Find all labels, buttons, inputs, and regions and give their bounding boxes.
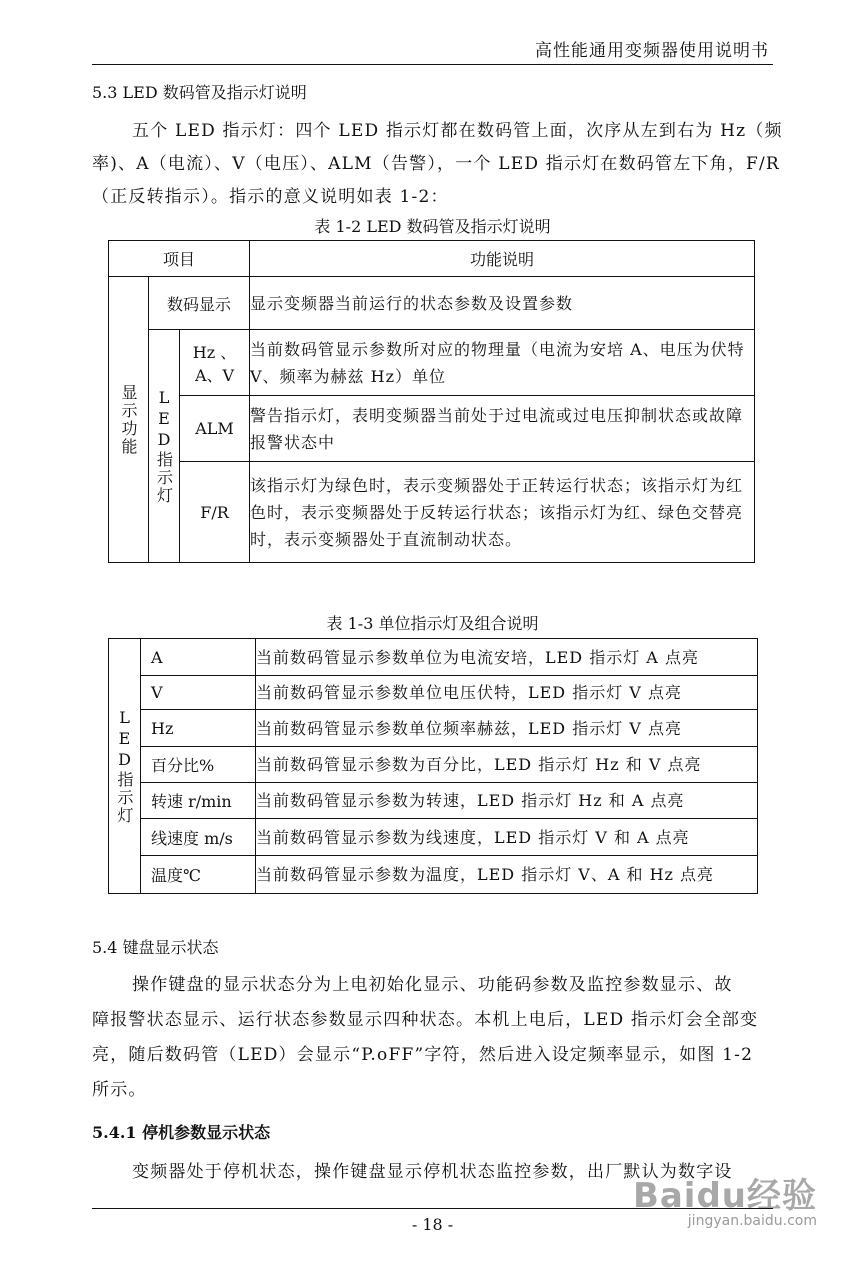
table-head-function: 功能说明 — [250, 241, 755, 277]
table-1-3 — [108, 638, 758, 894]
row-desc: 当前数码管显示参数单位电压伏特，LED 指示灯 V 点亮 — [256, 676, 758, 710]
row-label: F/R — [180, 462, 250, 563]
section-5-4-heading: 5.4 键盘显示状态 — [92, 938, 219, 957]
group-led-label: LED指示灯 — [154, 387, 174, 505]
paragraph-line: 亮，随后数码管（LED）会显示“P.oFF”字符，然后进入设定频率显示，如图 1-2 — [92, 1045, 754, 1065]
row-desc: 当前数码管显示参数为温度，LED 指示灯 V、A 和 Hz 点亮 — [256, 856, 758, 894]
row-label: V — [141, 676, 256, 710]
header-title: 高性能通用变频器使用说明书 — [535, 41, 769, 61]
group-led-label: LED指示灯 — [115, 707, 134, 825]
row-label: 线速度 m/s — [141, 819, 256, 856]
paragraph-line: 率)、A（电流）、V（电压）、ALM（告警），一个 LED 指示灯在数码管左下角，F/R — [92, 154, 780, 174]
row-label: 百分比% — [141, 747, 256, 783]
row-label: ALM — [180, 396, 250, 462]
row-label: 温度℃ — [141, 856, 256, 894]
watermark-url: jingyan.baidu.com — [687, 1213, 817, 1229]
footer-rule — [92, 1208, 773, 1209]
row-label: Hz 、A、V — [180, 330, 250, 396]
paragraph-line: 障报警状态显示、运行状态参数显示四种状态。本机上电后，LED 指示灯会全部变 — [92, 1010, 759, 1030]
paragraph-line: （正反转指示）。指示的意义说明如表 1-2： — [92, 187, 449, 207]
paragraph-line: 操作键盘的显示状态分为上电初始化显示、功能码参数及监控参数显示、故 — [132, 975, 733, 995]
row-desc: 警告指示灯，表明变频器当前处于过电流或过电压抑制状态或故障报警状态中 — [250, 396, 755, 462]
section-5-4-1-heading: 5.4.1 停机参数显示状态 — [92, 1123, 271, 1142]
row-desc: 当前数码管显示参数为转速，LED 指示灯 Hz 和 A 点亮 — [256, 783, 758, 819]
header-rule — [92, 64, 773, 65]
row-label: Hz — [141, 710, 256, 747]
paragraph-line: 所示。 — [92, 1080, 147, 1100]
watermark-logo: Baidu经验 — [632, 1176, 817, 1216]
group-display-function — [109, 277, 149, 563]
row-desc: 当前数码管显示参数为线速度，LED 指示灯 V 和 A 点亮 — [256, 819, 758, 856]
paragraph-line: 变频器处于停机状态，操作键盘显示停机状态监控参数，出厂默认为数字设 — [132, 1162, 733, 1182]
row-label: 转速 r/min — [141, 783, 256, 819]
row-desc: 显示变频器当前运行的状态参数及设置参数 — [250, 277, 755, 330]
page-number: - 18 - — [411, 1215, 454, 1234]
paragraph-line: 五个 LED 指示灯：四个 LED 指示灯都在数码管上面，次序从左到右为 Hz（频 — [132, 121, 783, 141]
table-1-2-caption: 表 1-2 LED 数码管及指示灯说明 — [314, 217, 551, 236]
row-label: A — [141, 639, 256, 676]
row-desc: 该指示灯为绿色时，表示变频器处于正转运行状态；该指示灯为红色时，表示变频器处于反转运行状态；该指示灯为红、绿色交替亮时，表示变频器处于直流制动状态。 — [250, 462, 755, 563]
table-head-item: 项目 — [109, 241, 250, 277]
row-label: 数码显示 — [149, 277, 250, 330]
row-desc: 当前数码管显示参数单位频率赫兹，LED 指示灯 V 点亮 — [256, 710, 758, 747]
row-desc: 当前数码管显示参数为百分比，LED 指示灯 Hz 和 V 点亮 — [256, 747, 758, 783]
table-1-3-caption: 表 1-3 单位指示灯及组合说明 — [326, 614, 539, 633]
row-desc: 当前数码管显示参数所对应的物理量（电流为安培 A、电压为伏特 V、频率为赫兹 Hz）单位 — [250, 330, 755, 396]
group-display-label: 显示功能 — [119, 383, 138, 456]
group-led-indicator — [149, 330, 180, 563]
section-5-3-heading: 5.3 LED 数码管及指示灯说明 — [92, 83, 307, 102]
group-led-indicator — [109, 639, 141, 894]
table-1-2 — [108, 240, 755, 563]
row-desc: 当前数码管显示参数单位为电流安培，LED 指示灯 A 点亮 — [256, 639, 758, 676]
